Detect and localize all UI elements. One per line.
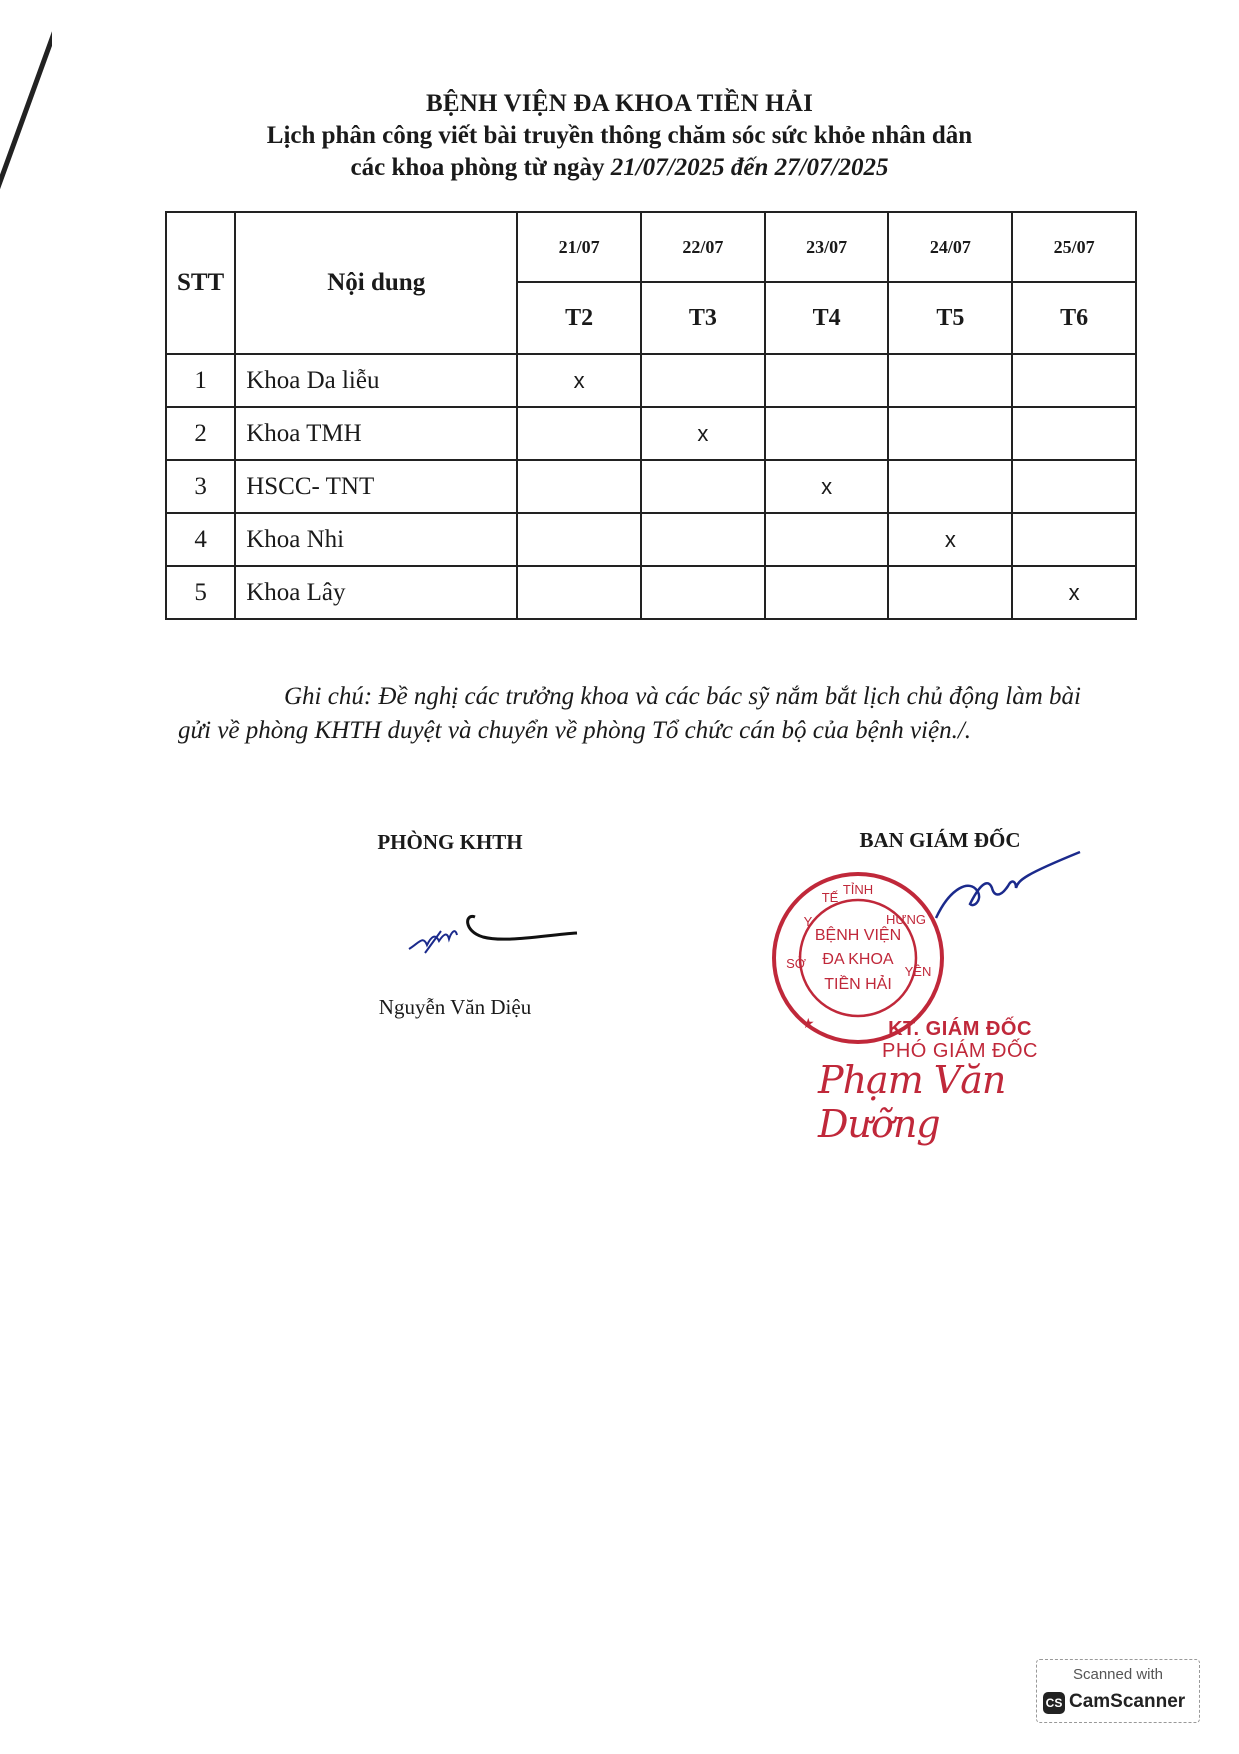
table-row [166,566,1136,619]
row-mark [1012,513,1136,566]
header-date: 22/07 [641,212,765,282]
row-mark: x [765,460,889,513]
row-stt: 5 [166,566,235,619]
svg-text:YÊN: YÊN [904,964,932,979]
row-mark [888,354,1012,407]
header-content: Nội dung [235,212,517,354]
row-mark: x [517,354,641,407]
row-stt: 2 [166,407,235,460]
director-name: Phạm Văn Dưỡng [818,1058,1006,1146]
badge-line1: Scanned with [1072,1666,1164,1683]
svg-text:TỈNH: TỈNH [842,882,874,897]
hospital-name: BỆNH VIỆN ĐA KHOA TIỀN HẢI [425,90,813,117]
document-header [0,88,1239,184]
signature-left-image [405,905,585,965]
row-department: Khoa Nhi [235,513,517,566]
table-row [166,460,1136,513]
svg-text:TẾ: TẾ [821,890,839,905]
date-range: 21/07/2025 đến 27/07/2025 [610,154,889,181]
header-weekday: T3 [641,282,765,354]
schedule-table [165,211,1137,620]
row-department: Khoa TMH [235,407,517,460]
camscanner-logo-icon: CS [1043,1692,1065,1714]
camscanner-badge [1036,1659,1200,1723]
row-mark [641,566,765,619]
header-weekday: T4 [765,282,889,354]
svg-text:Y: Y [803,914,813,929]
row-mark: x [1012,566,1136,619]
row-stt: 1 [166,354,235,407]
row-mark [641,460,765,513]
header-date: 23/07 [765,212,889,282]
row-mark [888,407,1012,460]
signature-right-image [930,848,1090,938]
svg-text:★: ★ [802,1017,815,1032]
kt-label: KT. GIÁM ĐỐC [888,1018,1032,1040]
row-mark [1012,354,1136,407]
svg-text:ĐA KHOA: ĐA KHOA [822,951,894,968]
left-sign-name: Nguyễn Văn Diệu [378,995,532,1019]
table-row [166,354,1136,407]
header-weekday: T2 [517,282,641,354]
deputy-director-title [860,1018,1060,1062]
row-mark [765,513,889,566]
header-date: 21/07 [517,212,641,282]
row-stt: 4 [166,513,235,566]
row-mark [1012,460,1136,513]
left-sign-title: PHÒNG KHTH [377,830,523,854]
svg-text:HƯNG: HƯNG [886,912,926,927]
row-mark [1012,407,1136,460]
badge-line2: CamScanner [1069,1691,1186,1712]
row-mark [641,513,765,566]
svg-text:SỞ: SỞ [786,956,806,971]
row-mark: x [888,513,1012,566]
row-department: Khoa Lây [235,566,517,619]
note-text: Ghi chú: Đề nghị các trưởng khoa và các bác sỹ nắm bắt lịch chủ động làm bài gửi về phòng KHTH duyệt và chuyển về phòng Tổ chức cán bộ của bệnh viện./. [178,683,1081,744]
svg-text:TIỀN HẢI: TIỀN HẢI [824,976,892,993]
table-row [166,407,1136,460]
row-mark [517,513,641,566]
right-sign-title: BAN GIÁM ĐỐC [859,828,1021,852]
row-mark [641,354,765,407]
svg-text:BỆNH VIỆN: BỆNH VIỆN [814,927,902,944]
header-stt: STT [166,212,235,354]
header-weekday: T5 [888,282,1012,354]
row-mark [888,460,1012,513]
row-mark [765,566,889,619]
subtitle-prefix: các khoa phòng từ ngày [350,154,611,181]
schedule-subtitle [0,152,1239,184]
row-mark [517,566,641,619]
row-mark [517,407,641,460]
row-mark [765,354,889,407]
row-mark [888,566,1012,619]
note-paragraph [178,680,1098,748]
schedule-title: Lịch phân công viết bài truyền thông chăm sóc sức khỏe nhân dân [266,122,973,149]
header-weekday: T6 [1012,282,1136,354]
header-date: 24/07 [888,212,1012,282]
row-mark [517,460,641,513]
left-signature-block [330,830,570,855]
row-stt: 3 [166,460,235,513]
position-label: PHÓ GIÁM ĐỐC [881,1040,1038,1062]
table-row [166,513,1136,566]
header-date: 25/07 [1012,212,1136,282]
row-mark [765,407,889,460]
row-department: HSCC- TNT [235,460,517,513]
row-department: Khoa Da liễu [235,354,517,407]
row-mark: x [641,407,765,460]
